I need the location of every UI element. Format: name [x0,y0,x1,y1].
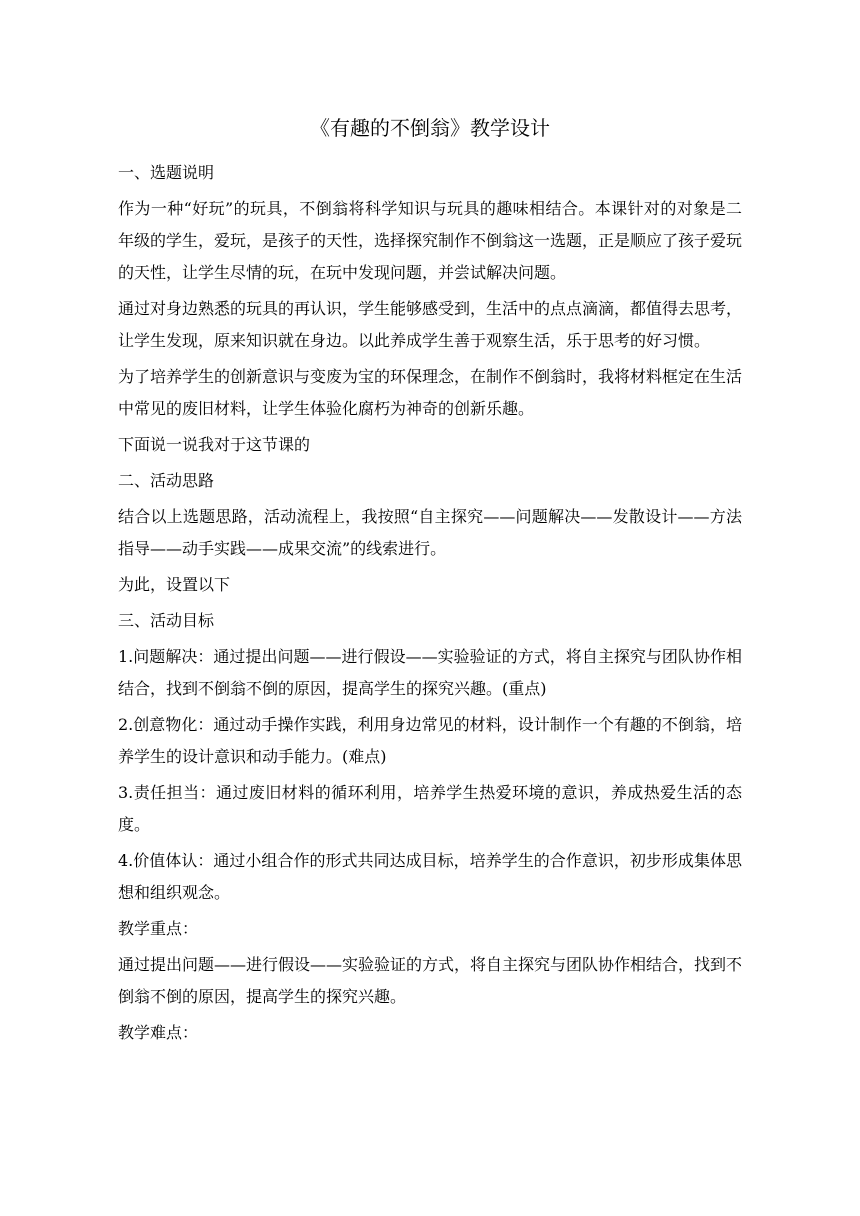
paragraph-topic-intro: 作为一种“好玩”的玩具，不倒翁将科学知识与玩具的趣味相结合。本课针对的对象是二年级的学生，爱玩，是孩子的天性，选择探究制作不倒翁这一选题，正是顺应了孩子爱玩的天性，让学生尽情的玩，在玩中发现问题，并尝试解决问题。 [118,199,743,282]
goal-item-1: 1.问题解决：通过提出问题——进行假设——实验验证的方式，将自主探究与团队协作相结合，找到不倒翁不倒的原因，提高学生的探究兴趣。(重点) [118,647,742,698]
heading-topic-explanation: 一、选题说明 [118,163,215,182]
heading-teaching-difficulty: 教学难点： [118,1023,199,1042]
paragraph-teaching-focus: 通过提出问题——进行假设——实验验证的方式，将自主探究与团队协作相结合，找到不倒翁不倒的原因，提高学生的探究兴趣。 [118,955,743,1006]
paragraph-transition-2: 为此，设置以下 [118,575,231,594]
paragraph-innovation: 为了培养学生的创新意识与变废为宝的环保理念，在制作不倒翁时，我将材料框定在生活中常见的废旧材料，让学生体验化腐朽为神奇的创新乐趣。 [118,367,743,418]
paragraph-activity-flow: 结合以上选题思路，活动流程上，我按照“自主探究——问题解决——发散设计——方法指导——动手实践——成果交流”的线索进行。 [118,507,742,558]
goal-item-4: 4.价值体认：通过小组合作的形式共同达成目标，培养学生的合作意识，初步形成集体思想和组织观念。 [118,851,742,902]
heading-activity-goals: 三、活动目标 [118,611,215,630]
document-body [118,113,742,1053]
paragraph-toy-recognition: 通过对身边熟悉的玩具的再认识，学生能够感受到，生活中的点点滴滴，都值得去思考，让学生发现，原来知识就在身边。以此养成学生善于观察生活，乐于思考的好习惯。 [118,299,743,350]
document-title: 《有趣的不倒翁》教学设计 [310,116,550,140]
paragraph-transition-1: 下面说一说我对于这节课的 [118,435,311,454]
goal-item-3: 3.责任担当：通过废旧材料的循环利用，培养学生热爱环境的意识，养成热爱生活的态度。 [118,783,742,834]
heading-teaching-focus: 教学重点： [118,919,199,938]
goal-item-2: 2.创意物化：通过动手操作实践，利用身边常见的材料，设计制作一个有趣的不倒翁，培养学生的设计意识和动手能力。(难点) [118,715,742,766]
heading-activity-approach: 二、活动思路 [118,471,215,490]
